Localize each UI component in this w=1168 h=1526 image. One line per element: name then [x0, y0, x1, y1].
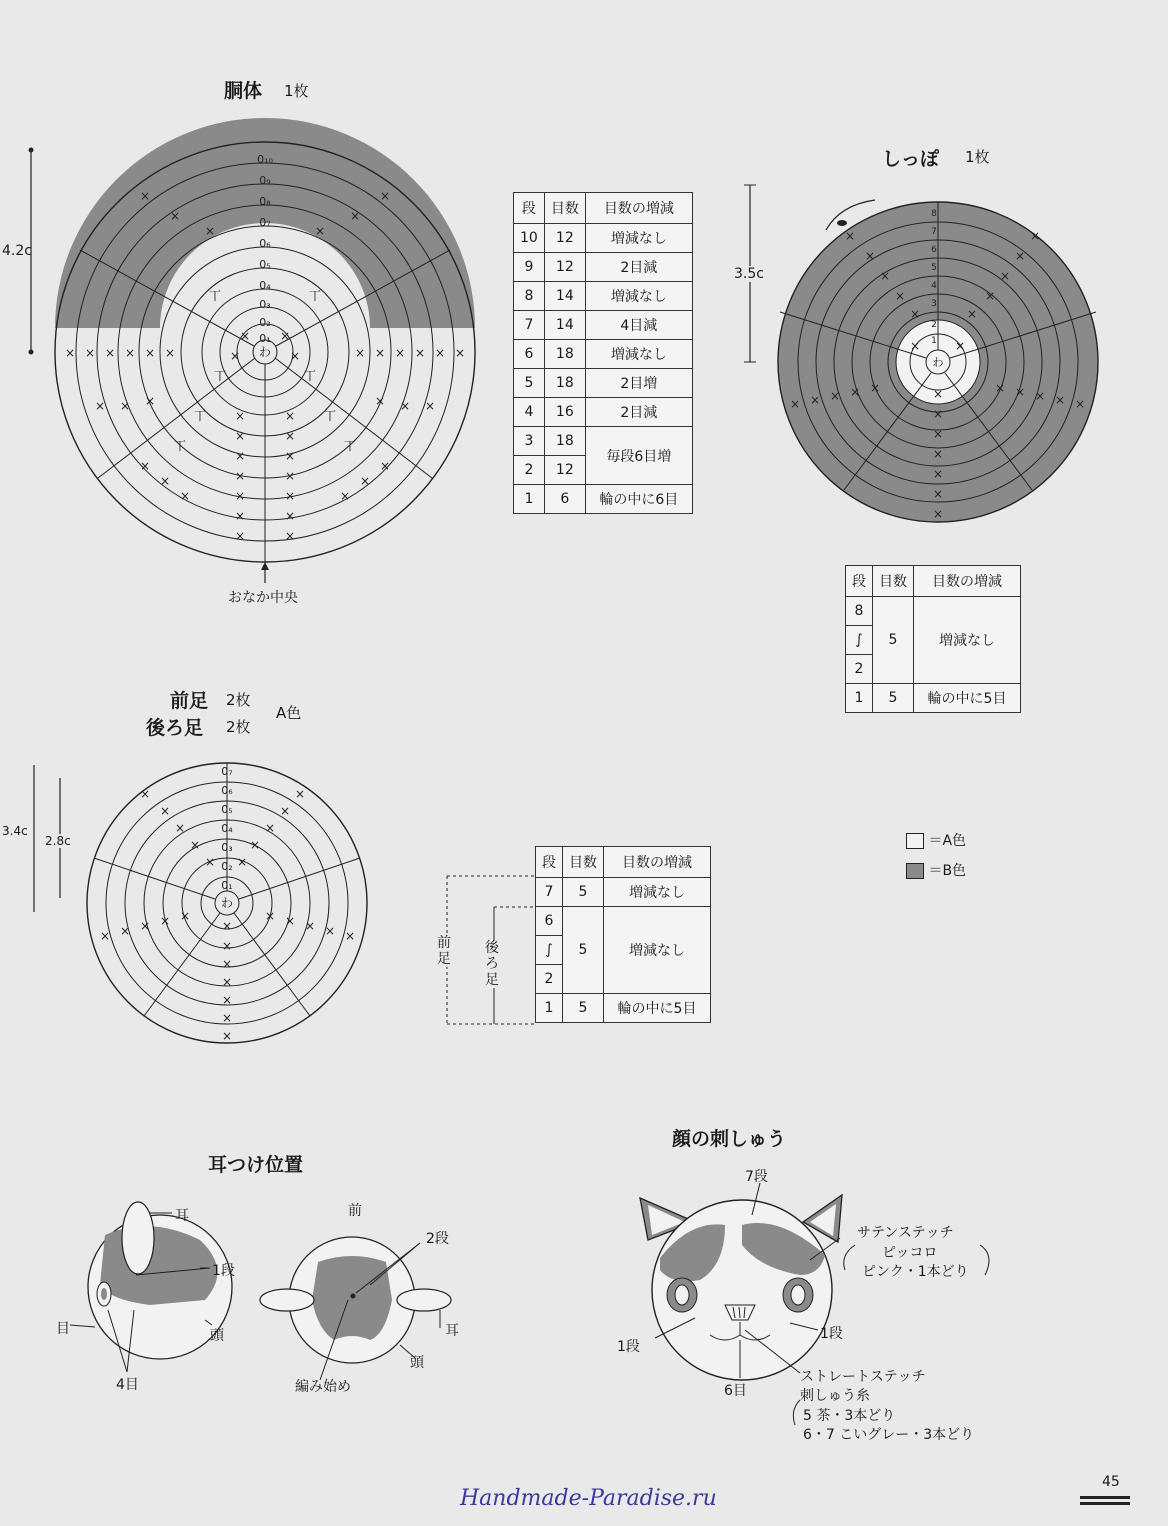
svg-text:×: ×	[879, 269, 891, 283]
table-row: 8 5 増減なし	[846, 597, 1021, 626]
body-crochet-chart	[55, 118, 475, 583]
svg-text:×: ×	[829, 389, 841, 403]
svg-text:×: ×	[294, 787, 306, 801]
table-row: 9 12 2目減	[514, 253, 693, 282]
svg-text:×: ×	[189, 838, 201, 852]
svg-text:×: ×	[139, 459, 151, 473]
svg-text:×: ×	[789, 397, 801, 411]
svg-text:×: ×	[229, 349, 241, 363]
svg-text:×: ×	[932, 507, 944, 521]
svg-text:×: ×	[374, 346, 386, 360]
svg-text:×: ×	[236, 855, 248, 869]
ear-position-title: 耳つけ位置	[208, 1154, 304, 1176]
ear-label-row2: 2段	[426, 1231, 449, 1247]
body-dim-label: 4.2c	[2, 243, 32, 259]
svg-text:×: ×	[221, 919, 233, 933]
svg-text:7: 7	[931, 227, 937, 237]
svg-text:×: ×	[279, 329, 291, 343]
svg-text:×: ×	[284, 529, 296, 543]
table-row: 1 6 輪の中に6目	[514, 485, 693, 514]
legs-back-title: 後ろ足	[146, 717, 204, 739]
ear-label-ear2: 耳	[445, 1323, 459, 1339]
table-row: 6 5 増減なし	[536, 907, 711, 936]
ear-label-4st: 4目	[116, 1377, 139, 1393]
svg-text:×: ×	[284, 509, 296, 523]
svg-text:丅: 丅	[173, 439, 187, 453]
face-label-thread: 刺しゅう糸	[800, 1388, 870, 1404]
svg-text:×: ×	[139, 189, 151, 203]
table-row: 2	[536, 965, 711, 994]
ear-label-eye: 目	[56, 1321, 70, 1337]
svg-text:×: ×	[234, 529, 246, 543]
svg-text:8: 8	[931, 209, 937, 219]
svg-text:×: ×	[932, 407, 944, 421]
ear-label-row1: 1段	[212, 1263, 235, 1279]
page-number: 45	[1102, 1474, 1120, 1490]
svg-text:×: ×	[454, 346, 466, 360]
svg-text:0₇: 0₇	[221, 765, 233, 778]
svg-text:×: ×	[284, 449, 296, 463]
face-label-row7: 7段	[745, 1169, 768, 1185]
table-row: 3 18 毎段6目増	[514, 427, 693, 456]
tail-stitch-table: 段 目数 目数の増減 8 5 増減なし ∫ 2 1 5 輪の中に5目	[845, 565, 1021, 713]
svg-text:×: ×	[849, 385, 861, 399]
svg-text:6: 6	[931, 245, 937, 255]
ear-label-start: 編み始め	[295, 1379, 351, 1395]
legs-table-side-back: 後ろ足	[485, 940, 499, 988]
svg-text:×: ×	[954, 339, 966, 353]
svg-text:×: ×	[204, 855, 216, 869]
svg-text:×: ×	[221, 1011, 233, 1025]
svg-text:×: ×	[304, 919, 316, 933]
svg-text:わ: わ	[258, 345, 272, 359]
face-label-row1-left: 1段	[617, 1339, 640, 1355]
svg-text:×: ×	[159, 804, 171, 818]
tail-dim-label: 3.5c	[734, 266, 764, 282]
legend-a-swatch	[906, 833, 924, 849]
svg-text:×: ×	[139, 919, 151, 933]
body-table-header-count: 目数	[544, 193, 585, 224]
svg-text:×: ×	[221, 993, 233, 1007]
svg-text:×: ×	[894, 289, 906, 303]
svg-text:×: ×	[1014, 385, 1026, 399]
svg-text:0₅: 0₅	[259, 258, 271, 271]
svg-text:×: ×	[379, 459, 391, 473]
svg-text:0₁: 0₁	[221, 879, 233, 892]
svg-text:×: ×	[864, 249, 876, 263]
svg-text:1: 1	[931, 336, 937, 346]
tail-crochet-chart	[778, 200, 1098, 522]
svg-text:×: ×	[234, 429, 246, 443]
svg-text:×: ×	[354, 346, 366, 360]
table-row: 2 12	[514, 456, 693, 485]
svg-text:×: ×	[234, 449, 246, 463]
table-row: 5 18 2目増	[514, 369, 693, 398]
body-table-header-row: 段	[514, 193, 545, 224]
svg-text:×: ×	[1034, 389, 1046, 403]
svg-text:×: ×	[932, 487, 944, 501]
svg-text:×: ×	[84, 346, 96, 360]
svg-text:×: ×	[1054, 393, 1066, 407]
svg-text:×: ×	[994, 381, 1006, 395]
svg-text:丅: 丅	[308, 289, 322, 303]
ear-label-front: 前	[348, 1203, 362, 1219]
svg-text:×: ×	[99, 929, 111, 943]
svg-text:×: ×	[339, 489, 351, 503]
legs-dim-outer: 3.4c	[2, 824, 28, 838]
svg-text:0₂: 0₂	[221, 860, 233, 873]
table-row: 1 5 輪の中に5目	[536, 994, 711, 1023]
table-row: 4 16 2目減	[514, 398, 693, 427]
ear-position-side-view	[70, 1202, 232, 1372]
body-title: 胴体	[224, 80, 263, 102]
svg-text:5: 5	[931, 263, 937, 273]
svg-text:0₁: 0₁	[259, 332, 271, 345]
svg-text:×: ×	[349, 209, 361, 223]
svg-text:×: ×	[234, 409, 246, 423]
svg-text:×: ×	[1014, 249, 1026, 263]
legs-color: A色	[276, 704, 302, 722]
svg-text:×: ×	[159, 474, 171, 488]
face-label-straight: ストレートステッチ	[800, 1369, 926, 1385]
svg-text:×: ×	[221, 1029, 233, 1043]
svg-text:0₅: 0₅	[221, 803, 233, 816]
body-bottom-label: おなか中央	[228, 590, 298, 606]
svg-text:0₄: 0₄	[259, 279, 271, 292]
svg-text:×: ×	[64, 346, 76, 360]
tail-title: しっぽ	[882, 148, 940, 170]
svg-text:×: ×	[124, 346, 136, 360]
svg-text:×: ×	[119, 924, 131, 938]
svg-text:×: ×	[264, 909, 276, 923]
table-row: 6 18 増減なし	[514, 340, 693, 369]
table-row: ∫	[536, 936, 711, 965]
legs-back-count: 2枚	[226, 718, 251, 736]
table-row: 1 5 輪の中に5目	[846, 684, 1021, 713]
svg-text:×: ×	[104, 346, 116, 360]
svg-text:×: ×	[344, 929, 356, 943]
svg-text:×: ×	[844, 229, 856, 243]
svg-text:×: ×	[284, 489, 296, 503]
face-label-satin: サテンステッチ	[857, 1225, 954, 1241]
tail-count: 1枚	[965, 148, 990, 166]
svg-text:0₁₀: 0₁₀	[257, 153, 273, 166]
body-stitch-table	[513, 192, 693, 514]
svg-text:0₉: 0₉	[259, 174, 271, 187]
svg-text:×: ×	[249, 838, 261, 852]
svg-text:3: 3	[931, 299, 937, 309]
legs-front-count: 2枚	[226, 691, 251, 709]
svg-text:×: ×	[221, 939, 233, 953]
legend-b-swatch	[906, 863, 924, 879]
svg-text:×: ×	[169, 209, 181, 223]
svg-text:0₇: 0₇	[259, 216, 271, 229]
svg-text:×: ×	[909, 307, 921, 321]
svg-text:×: ×	[999, 269, 1011, 283]
face-label-pink: ピンク・1本どり	[862, 1264, 969, 1280]
svg-text:×: ×	[394, 346, 406, 360]
svg-text:丅: 丅	[303, 369, 317, 383]
svg-text:×: ×	[221, 957, 233, 971]
svg-text:×: ×	[379, 189, 391, 203]
svg-text:丅: 丅	[193, 409, 207, 423]
svg-text:×: ×	[966, 307, 978, 321]
svg-text:丅: 丅	[343, 439, 357, 453]
svg-text:×: ×	[374, 394, 386, 408]
svg-text:×: ×	[324, 924, 336, 938]
svg-text:×: ×	[932, 467, 944, 481]
svg-text:×: ×	[174, 821, 186, 835]
svg-text:わ: わ	[932, 356, 944, 369]
svg-text:×: ×	[204, 224, 216, 238]
page-ornament	[1080, 1496, 1130, 1499]
svg-text:×: ×	[179, 489, 191, 503]
svg-text:×: ×	[809, 393, 821, 407]
table-row: 2	[846, 655, 1021, 684]
svg-text:×: ×	[869, 381, 881, 395]
svg-text:×: ×	[144, 394, 156, 408]
legend-a: ＝A色	[906, 830, 966, 850]
svg-text:×: ×	[984, 289, 996, 303]
face-label-row1-right: 1段	[820, 1326, 843, 1342]
svg-text:×: ×	[239, 329, 251, 343]
legs-table-side-front: 前足	[437, 935, 451, 967]
svg-text:×: ×	[284, 469, 296, 483]
svg-text:丅: 丅	[208, 289, 222, 303]
table-row: ∫	[846, 626, 1021, 655]
legs-crochet-chart	[87, 763, 367, 1043]
ear-label-head: 頭	[210, 1328, 224, 1344]
table-row: 7 5 増減なし	[536, 878, 711, 907]
table-row: 10 12 増減なし	[514, 224, 693, 253]
svg-text:丅: 丅	[213, 369, 227, 383]
svg-text:0₃: 0₃	[221, 841, 233, 854]
ear-label-head2: 頭	[410, 1355, 424, 1371]
svg-text:×: ×	[179, 909, 191, 923]
watermark: Handmade-Paradise.ru	[460, 1486, 717, 1511]
svg-text:×: ×	[221, 975, 233, 989]
svg-text:×: ×	[164, 346, 176, 360]
face-label-gray: 6・7 こいグレー・3本どり	[803, 1427, 975, 1443]
svg-text:×: ×	[1029, 229, 1041, 243]
svg-text:×: ×	[434, 346, 446, 360]
svg-text:×: ×	[234, 469, 246, 483]
face-embroidery-title: 顔の刺しゅう	[672, 1128, 787, 1150]
svg-text:0₆: 0₆	[259, 237, 271, 250]
face-label-brown: 5 茶・3本どり	[803, 1408, 896, 1424]
legend-b: ＝B色	[906, 860, 966, 880]
body-count: 1枚	[284, 82, 309, 100]
svg-text:4: 4	[931, 281, 937, 291]
svg-text:×: ×	[119, 399, 131, 413]
svg-text:×: ×	[264, 821, 276, 835]
svg-text:0₈: 0₈	[259, 195, 271, 208]
body-table-header-change: 目数の増減	[585, 193, 692, 224]
svg-text:×: ×	[284, 914, 296, 928]
face-label-6st: 6目	[724, 1383, 747, 1399]
svg-text:×: ×	[359, 474, 371, 488]
page-ornament	[1080, 1502, 1130, 1505]
legs-dim-inner: 2.8c	[45, 834, 71, 848]
svg-text:0₆: 0₆	[221, 784, 233, 797]
svg-text:×: ×	[279, 804, 291, 818]
svg-text:×: ×	[932, 387, 944, 401]
legs-front-title: 前足	[170, 690, 209, 712]
svg-text:×: ×	[94, 399, 106, 413]
svg-text:×: ×	[139, 787, 151, 801]
svg-text:×: ×	[234, 509, 246, 523]
svg-text:×: ×	[284, 429, 296, 443]
svg-text:×: ×	[414, 346, 426, 360]
svg-text:×: ×	[932, 427, 944, 441]
svg-text:0₃: 0₃	[259, 298, 271, 311]
svg-text:×: ×	[159, 914, 171, 928]
svg-text:0₂: 0₂	[259, 316, 271, 329]
svg-text:×: ×	[932, 447, 944, 461]
svg-text:×: ×	[314, 224, 326, 238]
svg-text:×: ×	[289, 349, 301, 363]
svg-text:×: ×	[424, 399, 436, 413]
svg-text:わ: わ	[220, 896, 234, 910]
svg-text:×: ×	[909, 339, 921, 353]
table-row: 7 14 4目減	[514, 311, 693, 340]
svg-text:×: ×	[1074, 397, 1086, 411]
svg-text:2: 2	[931, 320, 937, 330]
svg-text:×: ×	[234, 489, 246, 503]
svg-text:×: ×	[144, 346, 156, 360]
face-label-picco: ピッコロ	[882, 1245, 938, 1261]
svg-text:×: ×	[399, 399, 411, 413]
svg-text:丅: 丅	[323, 409, 337, 423]
svg-text:0₄: 0₄	[221, 822, 233, 835]
legs-stitch-table: 段 目数 目数の増減 7 5 増減なし 6 5 増減なし ∫ 2 1 5 輪の中に5目	[535, 846, 711, 1023]
table-row: 8 14 増減なし	[514, 282, 693, 311]
svg-text:×: ×	[284, 409, 296, 423]
ear-label-ear: 耳	[175, 1208, 189, 1224]
